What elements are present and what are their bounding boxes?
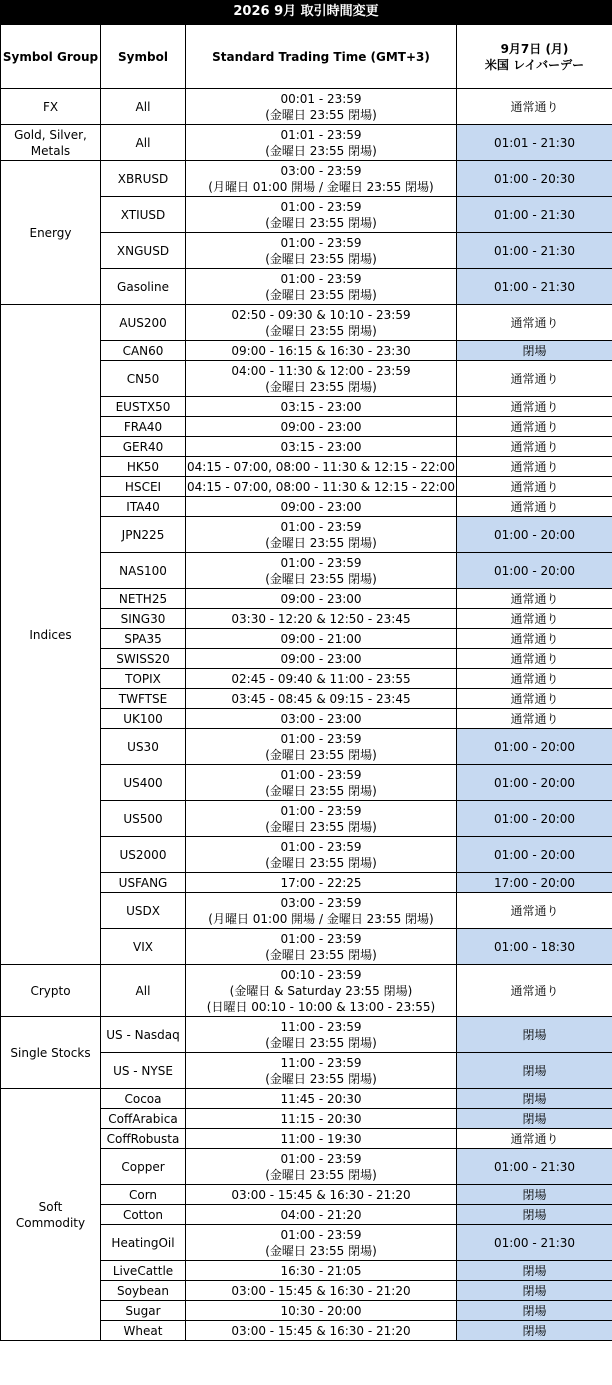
- symbol-cell: NAS100: [101, 553, 186, 589]
- special-day-cell: 01:01 - 21:30: [457, 125, 612, 161]
- standard-time-cell: 09:00 - 21:00: [186, 629, 457, 649]
- special-day-cell: 閉場: [457, 1089, 612, 1109]
- symbol-cell: CoffRobusta: [101, 1129, 186, 1149]
- standard-time-cell: 03:00 - 15:45 & 16:30 - 21:20: [186, 1281, 457, 1301]
- header-special-day: 9月7日 (月) 米国 レイバーデー: [457, 25, 612, 89]
- standard-time-cell: 01:00 - 23:59 (金曜日 23:55 閉場): [186, 269, 457, 305]
- special-day-cell: 通常通り: [457, 497, 612, 517]
- standard-time-cell: 03:00 - 23:59 (月曜日 01:00 開場 / 金曜日 23:55 閉場): [186, 893, 457, 929]
- special-day-cell: 通常通り: [457, 477, 612, 497]
- symbol-cell: AUS200: [101, 305, 186, 341]
- standard-time-cell: 11:15 - 20:30: [186, 1109, 457, 1129]
- special-day-cell: 閉場: [457, 1321, 612, 1341]
- special-day-cell: 01:00 - 20:30: [457, 161, 612, 197]
- symbol-cell: CAN60: [101, 341, 186, 361]
- special-day-cell: 通常通り: [457, 437, 612, 457]
- special-day-cell: 通常通り: [457, 609, 612, 629]
- symbol-cell: Cotton: [101, 1205, 186, 1225]
- symbol-cell: US30: [101, 729, 186, 765]
- standard-time-cell: 03:15 - 23:00: [186, 437, 457, 457]
- special-day-cell: 通常通り: [457, 689, 612, 709]
- symbol-cell: US - Nasdaq: [101, 1017, 186, 1053]
- standard-time-cell: 03:00 - 15:45 & 16:30 - 21:20: [186, 1321, 457, 1341]
- symbol-cell: All: [101, 965, 186, 1017]
- special-day-cell: 通常通り: [457, 361, 612, 397]
- standard-time-cell: 10:30 - 20:00: [186, 1301, 457, 1321]
- standard-time-cell: 04:15 - 07:00, 08:00 - 11:30 & 12:15 - 22:00: [186, 457, 457, 477]
- special-day-cell: 閉場: [457, 1301, 612, 1321]
- special-day-cell: 通常通り: [457, 649, 612, 669]
- special-day-cell: 通常通り: [457, 397, 612, 417]
- standard-time-cell: 11:00 - 23:59 (金曜日 23:55 閉場): [186, 1017, 457, 1053]
- special-day-cell: 閉場: [457, 1205, 612, 1225]
- special-day-cell: 01:00 - 20:00: [457, 837, 612, 873]
- special-day-cell: 閉場: [457, 1185, 612, 1205]
- symbol-cell: HK50: [101, 457, 186, 477]
- standard-time-cell: 09:00 - 16:15 & 16:30 - 23:30: [186, 341, 457, 361]
- symbol-cell: CoffArabica: [101, 1109, 186, 1129]
- special-day-cell: 01:00 - 21:30: [457, 197, 612, 233]
- symbol-cell: FRA40: [101, 417, 186, 437]
- symbol-cell: NETH25: [101, 589, 186, 609]
- standard-time-cell: 03:00 - 23:00: [186, 709, 457, 729]
- symbol-group-cell: Energy: [1, 161, 101, 305]
- standard-time-cell: 02:45 - 09:40 & 11:00 - 23:55: [186, 669, 457, 689]
- special-day-cell: 01:00 - 20:00: [457, 517, 612, 553]
- symbol-cell: UK100: [101, 709, 186, 729]
- special-day-cell: 01:00 - 21:30: [457, 1149, 612, 1185]
- special-day-cell: 通常通り: [457, 1129, 612, 1149]
- special-day-cell: 閉場: [457, 1109, 612, 1129]
- standard-time-cell: 01:00 - 23:59 (金曜日 23:55 閉場): [186, 765, 457, 801]
- header-standard-time: Standard Trading Time (GMT+3): [186, 25, 457, 89]
- standard-time-cell: 04:00 - 11:30 & 12:00 - 23:59 (金曜日 23:55 閉場): [186, 361, 457, 397]
- standard-time-cell: 01:00 - 23:59 (金曜日 23:55 閉場): [186, 837, 457, 873]
- symbol-cell: XTIUSD: [101, 197, 186, 233]
- symbol-cell: XBRUSD: [101, 161, 186, 197]
- standard-time-cell: 00:10 - 23:59 (金曜日 & Saturday 23:55 閉場) (日曜日 00:10 - 10:00 & 13:00 - 23:55): [186, 965, 457, 1017]
- symbol-cell: LiveCattle: [101, 1261, 186, 1281]
- symbol-cell: All: [101, 89, 186, 125]
- symbol-cell: Copper: [101, 1149, 186, 1185]
- standard-time-cell: 01:00 - 23:59 (金曜日 23:55 閉場): [186, 801, 457, 837]
- symbol-cell: Gasoline: [101, 269, 186, 305]
- special-day-cell: 01:00 - 21:30: [457, 1225, 612, 1261]
- special-day-cell: 通常通り: [457, 457, 612, 477]
- special-day-cell: 閉場: [457, 341, 612, 361]
- symbol-group-cell: Gold, Silver, Metals: [1, 125, 101, 161]
- special-day-cell: 17:00 - 20:00: [457, 873, 612, 893]
- page-title: 2026 9月 取引時間変更: [0, 0, 612, 24]
- standard-time-cell: 01:00 - 23:59 (金曜日 23:55 閉場): [186, 553, 457, 589]
- special-day-cell: 01:00 - 20:00: [457, 765, 612, 801]
- symbol-cell: US500: [101, 801, 186, 837]
- standard-time-cell: 02:50 - 09:30 & 10:10 - 23:59 (金曜日 23:55 閉場): [186, 305, 457, 341]
- header-symbol-group: Symbol Group: [1, 25, 101, 89]
- special-day-cell: 通常通り: [457, 629, 612, 649]
- special-day-cell: 通常通り: [457, 669, 612, 689]
- symbol-group-cell: Soft Commodity: [1, 1089, 101, 1341]
- table-row: [1, 965, 612, 1017]
- symbol-cell: Corn: [101, 1185, 186, 1205]
- special-day-cell: 通常通り: [457, 589, 612, 609]
- table-row: [1, 161, 612, 197]
- symbol-cell: USFANG: [101, 873, 186, 893]
- standard-time-cell: 01:00 - 23:59 (金曜日 23:55 閉場): [186, 1225, 457, 1261]
- special-day-cell: 通常通り: [457, 893, 612, 929]
- header-row: [1, 25, 612, 89]
- standard-time-cell: 03:00 - 15:45 & 16:30 - 21:20: [186, 1185, 457, 1205]
- symbol-cell: JPN225: [101, 517, 186, 553]
- standard-time-cell: 00:01 - 23:59 (金曜日 23:55 閉場): [186, 89, 457, 125]
- special-day-cell: 01:00 - 20:00: [457, 553, 612, 589]
- standard-time-cell: 03:45 - 08:45 & 09:15 - 23:45: [186, 689, 457, 709]
- standard-time-cell: 11:45 - 20:30: [186, 1089, 457, 1109]
- symbol-cell: VIX: [101, 929, 186, 965]
- special-day-cell: 01:00 - 21:30: [457, 233, 612, 269]
- table-row: [1, 305, 612, 341]
- standard-time-cell: 04:00 - 21:20: [186, 1205, 457, 1225]
- special-day-cell: 閉場: [457, 1261, 612, 1281]
- standard-time-cell: 11:00 - 19:30: [186, 1129, 457, 1149]
- standard-time-cell: 01:00 - 23:59 (金曜日 23:55 閉場): [186, 233, 457, 269]
- standard-time-cell: 01:00 - 23:59 (金曜日 23:55 閉場): [186, 729, 457, 765]
- symbol-group-cell: FX: [1, 89, 101, 125]
- header-symbol: Symbol: [101, 25, 186, 89]
- symbol-cell: Cocoa: [101, 1089, 186, 1109]
- symbol-cell: US2000: [101, 837, 186, 873]
- table-row: [1, 125, 612, 161]
- symbol-group-cell: Crypto: [1, 965, 101, 1017]
- standard-time-cell: 03:15 - 23:00: [186, 397, 457, 417]
- standard-time-cell: 03:30 - 12:20 & 12:50 - 23:45: [186, 609, 457, 629]
- symbol-cell: SPA35: [101, 629, 186, 649]
- symbol-cell: USDX: [101, 893, 186, 929]
- special-day-cell: 通常通り: [457, 89, 612, 125]
- symbol-cell: US400: [101, 765, 186, 801]
- standard-time-cell: 01:01 - 23:59 (金曜日 23:55 閉場): [186, 125, 457, 161]
- standard-time-cell: 01:00 - 23:59 (金曜日 23:55 閉場): [186, 929, 457, 965]
- special-day-cell: 通常通り: [457, 965, 612, 1017]
- symbol-cell: CN50: [101, 361, 186, 397]
- special-day-cell: 01:00 - 20:00: [457, 729, 612, 765]
- symbol-group-cell: Single Stocks: [1, 1017, 101, 1089]
- standard-time-cell: 11:00 - 23:59 (金曜日 23:55 閉場): [186, 1053, 457, 1089]
- standard-time-cell: 01:00 - 23:59 (金曜日 23:55 閉場): [186, 1149, 457, 1185]
- symbol-group-cell: Indices: [1, 305, 101, 965]
- symbol-cell: HeatingOil: [101, 1225, 186, 1261]
- symbol-cell: HSCEI: [101, 477, 186, 497]
- standard-time-cell: 01:00 - 23:59 (金曜日 23:55 閉場): [186, 197, 457, 233]
- symbol-cell: TOPIX: [101, 669, 186, 689]
- symbol-cell: US - NYSE: [101, 1053, 186, 1089]
- standard-time-cell: 04:15 - 07:00, 08:00 - 11:30 & 12:15 - 22:00: [186, 477, 457, 497]
- symbol-cell: SWISS20: [101, 649, 186, 669]
- standard-time-cell: 09:00 - 23:00: [186, 589, 457, 609]
- table-row: [1, 1089, 612, 1109]
- symbol-cell: SING30: [101, 609, 186, 629]
- symbol-cell: XNGUSD: [101, 233, 186, 269]
- standard-time-cell: 01:00 - 23:59 (金曜日 23:55 閉場): [186, 517, 457, 553]
- symbol-cell: GER40: [101, 437, 186, 457]
- symbol-cell: Sugar: [101, 1301, 186, 1321]
- symbol-cell: ITA40: [101, 497, 186, 517]
- symbol-cell: EUSTX50: [101, 397, 186, 417]
- symbol-cell: Wheat: [101, 1321, 186, 1341]
- table-row: [1, 1017, 612, 1053]
- symbol-cell: Soybean: [101, 1281, 186, 1301]
- trading-hours-table: [0, 24, 612, 1341]
- standard-time-cell: 17:00 - 22:25: [186, 873, 457, 893]
- special-day-cell: 閉場: [457, 1017, 612, 1053]
- special-day-cell: 閉場: [457, 1281, 612, 1301]
- special-day-cell: 01:00 - 21:30: [457, 269, 612, 305]
- special-day-cell: 通常通り: [457, 305, 612, 341]
- special-day-cell: 通常通り: [457, 709, 612, 729]
- symbol-cell: All: [101, 125, 186, 161]
- standard-time-cell: 09:00 - 23:00: [186, 649, 457, 669]
- special-day-cell: 通常通り: [457, 417, 612, 437]
- standard-time-cell: 16:30 - 21:05: [186, 1261, 457, 1281]
- special-day-cell: 01:00 - 20:00: [457, 801, 612, 837]
- symbol-cell: TWFTSE: [101, 689, 186, 709]
- standard-time-cell: 09:00 - 23:00: [186, 497, 457, 517]
- special-day-cell: 01:00 - 18:30: [457, 929, 612, 965]
- special-day-cell: 閉場: [457, 1053, 612, 1089]
- table-body: [1, 89, 612, 1341]
- standard-time-cell: 03:00 - 23:59 (月曜日 01:00 開場 / 金曜日 23:55 閉場): [186, 161, 457, 197]
- table-row: [1, 89, 612, 125]
- standard-time-cell: 09:00 - 23:00: [186, 417, 457, 437]
